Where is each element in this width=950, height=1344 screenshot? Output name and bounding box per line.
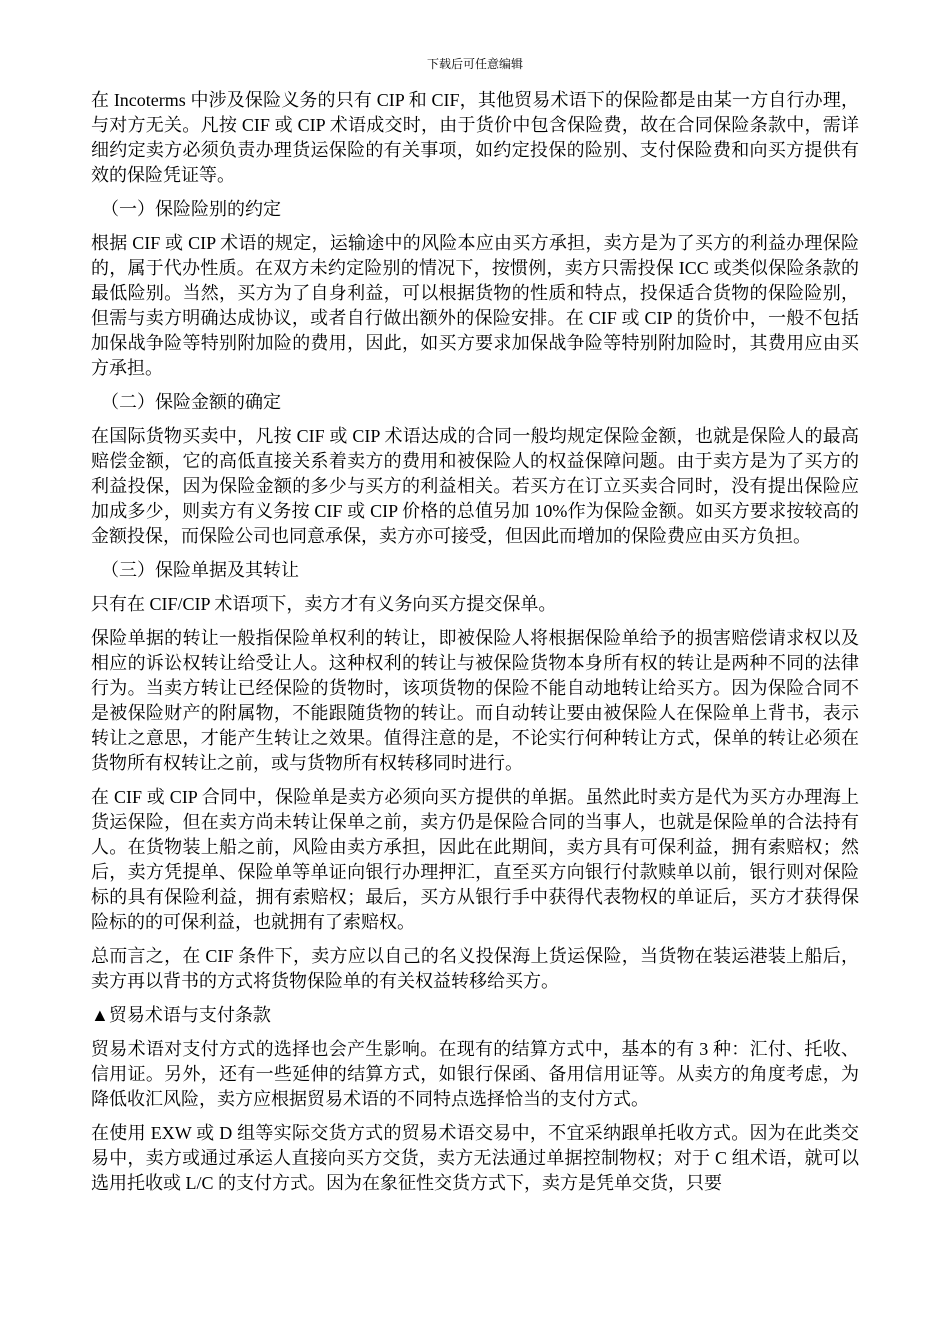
paragraph-intro: 在 Incoterms 中涉及保险义务的只有 CIP 和 CIF，其他贸易术语下的保险都是由某一方自行办理，与对方无关。凡按 CIF 或 CIP 术语成交时，由于货价中包含保险费，故在合同保险条款中，需详细约定卖方必须负责办理货运保险的有关事项，如约定投保的险别、支付保险费和向买方提供有效的保险凭证等。 — [91, 90, 859, 185]
paragraph-insurance-type: 根据 CIF 或 CIP 术语的规定，运输途中的风险本应由买方承担，卖方是为了买方的利益办理保险的，属于代办性质。在双方未约定险别的情况下，按惯例，卖方只需投保 ICC 或类似保险条款的最低险别。当然，买方为了自身利益，可以根据货物的性质和特点，投保适合货物的保险险别，但需与卖方明确达成协议，或者自行做出额外的保险安排。在 CIF 或 CIP 的货价中，一般不包括加保战争险等特别附加险的费用，因此，如买方要求加保战争险等特别附加险时，其费用应由买方承担。 — [91, 233, 859, 378]
paragraph-payment-methods: 贸易术语对支付方式的选择也会产生影响。在现有的结算方式中，基本的有 3 种：汇付、托收、信用证。另外，还有一些延伸的结算方式，如银行保函、备用信用证等。从卖方的角度考虑，为降低收汇风险，卖方应根据贸易术语的不同特点选择恰当的支付方式。 — [91, 1039, 859, 1109]
document-body — [91, 88, 859, 1196]
paragraph-summary: 总而言之，在 CIF 条件下，卖方应以自己的名义投保海上货运保险，当货物在装运港装上船后，卖方再以背书的方式将货物保险单的有关权益转移给买方。 — [91, 946, 859, 991]
section-heading-insurance-documents: （三）保险单据及其转让 — [101, 560, 299, 580]
paragraph-exw-d-terms: 在使用 EXW 或 D 组等实际交货方式的贸易术语交易中，不宜采纳跟单托收方式。因为在此类交易中，卖方或通过承运人直接向买方交货，卖方无法通过单据控制物权；对于 C 组术语，就可以选用托收或 L/C 的支付方式。因为在象征性交货方式下，卖方是凭单交货，只要 — [91, 1123, 859, 1193]
section-heading-insurance-type: （一）保险险别的约定 — [101, 199, 281, 219]
section-heading-insurance-amount: （二）保险金额的确定 — [101, 392, 281, 412]
page-header: 下载后可任意编辑 — [426, 57, 523, 71]
section-heading-payment-terms: ▲贸易术语与支付条款 — [91, 1005, 271, 1025]
paragraph-policy-submission: 只有在 CIF/CIP 术语项下，卖方才有义务向买方提交保单。 — [91, 594, 557, 614]
paragraph-cif-cip-policy: 在 CIF 或 CIP 合同中，保险单是卖方必须向买方提供的单据。虽然此时卖方是代为买方办理海上货运保险，但在卖方尚未转让保单之前，卖方仍是保险合同的当事人，也就是保险单的合法持有人。在货物装上船之前，风险由卖方承担，因此在此期间，卖方具有可保利益，拥有索赔权；然后，卖方凭提单、保险单等单证向银行办理押汇，直至买方向银行付款赎单以前，银行则对保险标的具有保险利益，拥有索赔权；最后，买方从银行手中获得代表物权的单证后，买方才获得保险标的的可保利益，也就拥有了索赔权。 — [91, 787, 859, 932]
paragraph-policy-transfer: 保险单据的转让一般指保险单权利的转让，即被保险人将根据保险单给予的损害赔偿请求权以及相应的诉讼权转让给受让人。这种权利的转让与被保险货物本身所有权的转让是两种不同的法律行为。当卖方转让已经保险的货物时，该项货物的保险不能自动地转让给买方。因为保险合同不是被保险财产的附属物，不能跟随货物的转让。而自动转让要由被保险人在保险单上背书，表示转让之意思，才能产生转让之效果。值得注意的是，不论实行何种转让方式，保单的转让必须在货物所有权转让之前，或与货物所有权转移同时进行。 — [91, 628, 859, 773]
paragraph-insurance-amount: 在国际货物买卖中，凡按 CIF 或 CIP 术语达成的合同一般均规定保险金额，也就是保险人的最高赔偿金额，它的高低直接关系着卖方的费用和被保险人的权益保障问题。由于卖方是为了买方的利益投保，因为保险金额的多少与买方的利益相关。若买方在订立买卖合同时，没有提出保险应加成多少，则卖方有义务按 CIF 或 CIP 价格的总值另加 10%作为保险金额。如买方要求按较高的金额投保，而保险公司也同意承保，卖方亦可接受，但因此而增加的保险费应由买方负担。 — [91, 426, 859, 546]
